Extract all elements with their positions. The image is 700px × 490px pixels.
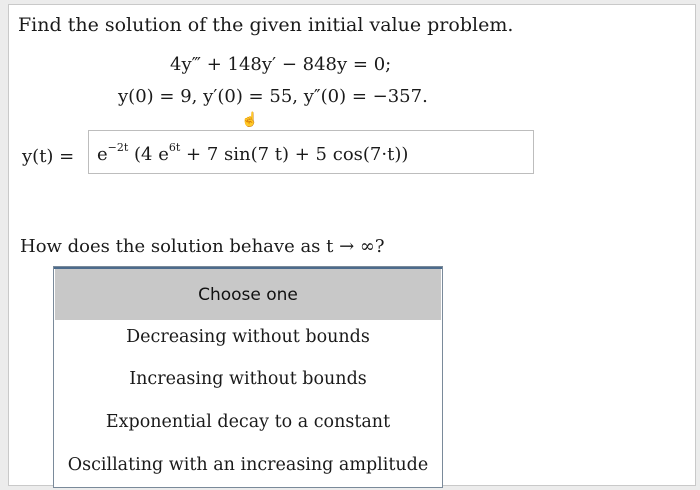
answer-expr-part-1: (4 e <box>128 144 169 165</box>
answer-expr-exponent-1: −2t <box>107 141 129 154</box>
behavior-dropdown[interactable] <box>53 266 443 488</box>
answer-label: y(t) = <box>22 146 75 167</box>
dropdown-option-oscillating[interactable]: Oscillating with an increasing amplitude <box>67 455 429 475</box>
answer-expr-base: e <box>97 144 108 165</box>
dropdown-option-exponential-decay[interactable]: Exponential decay to a constant <box>105 412 391 432</box>
answer-expr-part-2: + 7 sin(7 t) + 5 cos(7·t)) <box>180 144 409 165</box>
answer-expr-exponent-2: 6t <box>168 141 181 154</box>
dropdown-option-decreasing[interactable]: Decreasing without bounds <box>126 327 370 347</box>
problem-prompt: Find the solution of the given initial value problem. <box>18 14 514 36</box>
behavior-question: How does the solution behave as t → ∞? <box>20 236 385 257</box>
hand-cursor-icon: ☝ <box>241 112 259 128</box>
differential-equation: 4y‴ + 148y′ − 848y = 0; <box>170 54 392 75</box>
dropdown-placeholder-option[interactable]: Choose one <box>55 269 441 320</box>
answer-input[interactable] <box>88 130 534 174</box>
initial-conditions: y(0) = 9, y′(0) = 55, y″(0) = −357. <box>118 86 428 107</box>
dropdown-option-increasing[interactable]: Increasing without bounds <box>129 369 367 389</box>
